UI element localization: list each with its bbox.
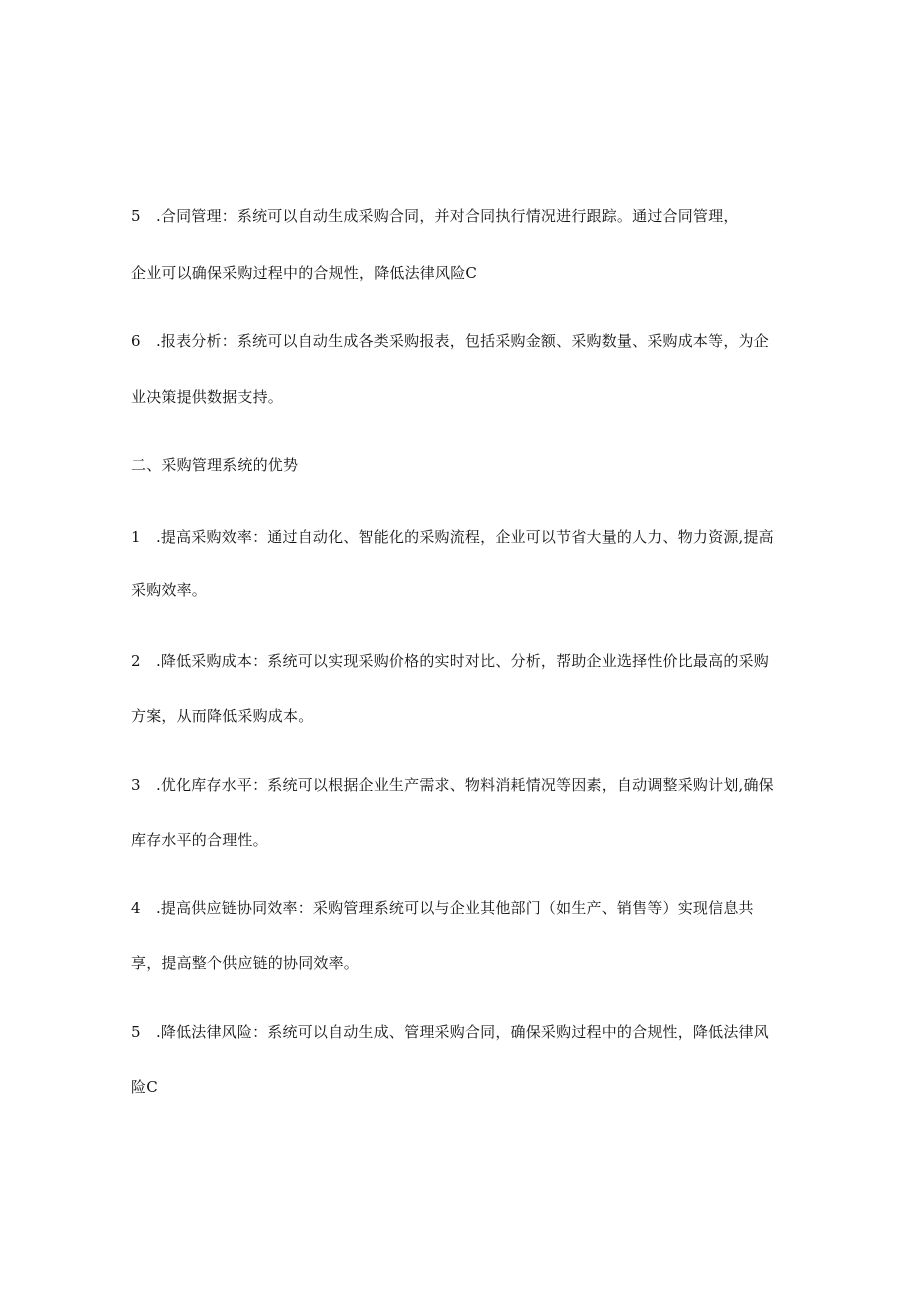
paragraph-report-analysis-line-2: 业决策提供数据支持。	[131, 388, 284, 406]
paragraph-efficiency-line-1: 1 .提高采购效率：通过自动化、智能化的采购流程，企业可以节省大量的人力、物力资源,提高	[131, 528, 774, 546]
paragraph-report-analysis-line-1: 6 .报表分析：系统可以自动生成各类采购报表，包括采购金额、采购数量、采购成本等，为企	[131, 332, 769, 350]
paragraph-supply-chain-line-1: 4 .提高供应链协同效率：采购管理系统可以与企业其他部门（如生产、销售等）实现信息共	[131, 899, 754, 917]
paragraph-efficiency-line-2: 采购效率。	[131, 581, 208, 599]
paragraph-legal-risk-line-2: 险C	[131, 1078, 158, 1096]
paragraph-inventory-line-1: 3 .优化库存水平：系统可以根据企业生产需求、物料消耗情况等因素，自动调整采购计划,确保	[131, 776, 774, 794]
paragraph-inventory-line-2: 库存水平的合理性。	[131, 831, 268, 849]
paragraph-cost-line-2: 方案，从而降低采购成本。	[131, 707, 314, 725]
paragraph-supply-chain-line-2: 享，提高整个供应链的协同效率。	[131, 954, 360, 972]
paragraph-contract-management-line-2: 企业可以确保采购过程中的合规性，降低法律风险C	[131, 264, 478, 282]
paragraph-contract-management-line-1: 5 .合同管理：系统可以自动生成采购合同，并对合同执行情况进行跟踪。通过合同管理，	[131, 207, 739, 225]
paragraph-legal-risk-line-1: 5 .降低法律风险：系统可以自动生成、管理采购合同，确保采购过程中的合规性，降低法律风	[131, 1023, 769, 1041]
paragraph-cost-line-1: 2 .降低采购成本：系统可以实现采购价格的实时对比、分析，帮助企业选择性价比最高的采购	[131, 652, 769, 670]
section-heading-advantages: 二、采购管理系统的优势	[131, 456, 299, 474]
